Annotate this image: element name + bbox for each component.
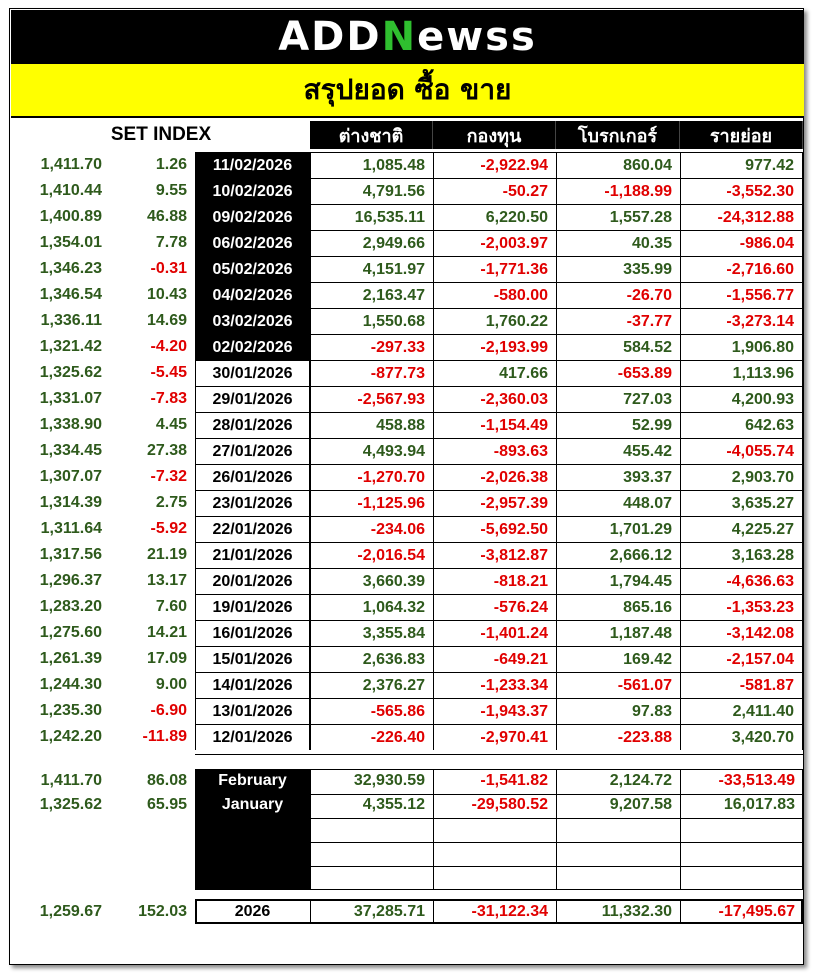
set-index-value: 1,261.39 (39, 650, 102, 667)
broker-value: 584.52 (556, 334, 680, 360)
fund-value: -818.21 (433, 568, 556, 594)
broker-value: 455.42 (556, 438, 680, 464)
retail-value: -4,055.74 (680, 438, 803, 464)
yearly-foreign: 37,285.71 (353, 903, 425, 920)
set-index-change: 2.75 (155, 494, 187, 511)
date-cell: 16/01/2026 (195, 620, 310, 646)
date-cell: 09/02/2026 (195, 204, 310, 230)
broker-value: 335.99 (556, 256, 680, 282)
set-index-change: -5.45 (150, 364, 187, 381)
set-index-value: 1,338.90 (39, 416, 102, 433)
set-index-change: 13.17 (146, 572, 187, 589)
foreign-value: 1,064.32 (310, 594, 433, 620)
set-index-change: 10.43 (146, 286, 187, 303)
table-row (0, 464, 815, 490)
set-index-value: 1,317.56 (39, 546, 102, 563)
date-cell: 22/01/2026 (195, 516, 310, 542)
fund-value: 417.66 (433, 360, 556, 386)
broker-value: -223.88 (556, 724, 680, 750)
yearly-label: 2026 (234, 903, 271, 920)
set-index-value: 1,400.89 (39, 208, 102, 225)
set-index-value: 1,283.20 (39, 598, 102, 615)
table-row (0, 672, 815, 698)
fund-value: -2,970.41 (433, 724, 556, 750)
fund-value: -1,771.36 (433, 256, 556, 282)
broker-value: 40.35 (556, 230, 680, 256)
broker-value: 1,701.29 (556, 516, 680, 542)
set-index-change: -6.90 (150, 702, 187, 719)
date-cell: 13/01/2026 (195, 698, 310, 724)
date-cell: 14/01/2026 (195, 672, 310, 698)
date-cell: 12/01/2026 (195, 724, 310, 750)
broker-value: -1,188.99 (556, 178, 680, 204)
date-cell: 26/01/2026 (195, 464, 310, 490)
fund-value: -576.24 (433, 594, 556, 620)
retail-value: 3,420.70 (680, 724, 803, 750)
header-foreign: ต่างชาติ (310, 121, 433, 149)
set-index-change: 46.88 (146, 208, 187, 225)
date-cell: 29/01/2026 (195, 386, 310, 412)
retail-value: -24,312.88 (680, 204, 803, 230)
set-index-change: 14.69 (146, 312, 187, 329)
header-broker: โบรกเกอร์ (556, 121, 680, 149)
fund-value: -2,026.38 (433, 464, 556, 490)
set-index-value: 1,346.23 (39, 260, 102, 277)
broker-value: -561.07 (556, 672, 680, 698)
set-index-change: -11.89 (142, 728, 187, 745)
foreign-value: -2,016.54 (310, 542, 433, 568)
fund-value: -5,692.50 (433, 516, 556, 542)
monthly-foreign: 4,355.12 (362, 796, 425, 813)
set-index-change: 7.60 (155, 598, 187, 615)
fund-value: -1,943.37 (433, 698, 556, 724)
set-index-change: 27.38 (146, 442, 187, 459)
monthly-change: 86.08 (146, 772, 187, 789)
foreign-value: -226.40 (310, 724, 433, 750)
date-cell: 21/01/2026 (195, 542, 310, 568)
date-cell: 20/01/2026 (195, 568, 310, 594)
monthly-row (0, 793, 815, 817)
retail-value: 1,113.96 (680, 360, 803, 386)
yearly-fund: -31,122.34 (471, 903, 548, 920)
retail-value: -2,716.60 (680, 256, 803, 282)
date-cell: 02/02/2026 (195, 334, 310, 360)
fund-value: -2,193.99 (433, 334, 556, 360)
foreign-value: 3,660.39 (310, 568, 433, 594)
retail-value: 642.63 (680, 412, 803, 438)
broker-value: 1,187.48 (556, 620, 680, 646)
table-row (0, 438, 815, 464)
table-row (0, 490, 815, 516)
set-index-change: 4.45 (155, 416, 187, 433)
fund-value: -649.21 (433, 646, 556, 672)
foreign-value: -565.86 (310, 698, 433, 724)
foreign-value: -1,125.96 (310, 490, 433, 516)
retail-value: 4,225.27 (680, 516, 803, 542)
set-index-change: -0.31 (150, 260, 187, 277)
monthly-change: 65.95 (146, 796, 187, 813)
broker-value: -37.77 (556, 308, 680, 334)
set-index-value: 1,331.07 (39, 390, 102, 407)
foreign-value: 4,493.94 (310, 438, 433, 464)
retail-value: 1,906.80 (680, 334, 803, 360)
table-bottom-border (195, 754, 803, 755)
fund-value: -1,401.24 (433, 620, 556, 646)
table-row (0, 516, 815, 542)
retail-value: 3,635.27 (680, 490, 803, 516)
fund-value: -1,154.49 (433, 412, 556, 438)
foreign-value: 2,636.83 (310, 646, 433, 672)
table-row (0, 412, 815, 438)
table-row (0, 568, 815, 594)
brand-header (11, 10, 804, 64)
yearly-retail: -17,495.67 (718, 903, 795, 920)
set-index-value: 1,242.20 (39, 728, 102, 745)
set-index-value: 1,311.64 (40, 520, 102, 537)
foreign-value: -877.73 (310, 360, 433, 386)
header-set-index: SET INDEX (110, 124, 212, 145)
table-row (0, 542, 815, 568)
fund-value: -2,003.97 (433, 230, 556, 256)
monthly-index: 1,325.62 (39, 796, 102, 813)
foreign-value: 1,085.48 (310, 152, 433, 178)
table-row (0, 646, 815, 672)
retail-value: -1,556.77 (680, 282, 803, 308)
foreign-value: 2,949.66 (310, 230, 433, 256)
page-title: สรุปยอด ซื้อ ขาย (303, 73, 512, 106)
retail-value: -3,273.14 (680, 308, 803, 334)
retail-value: -4,636.63 (680, 568, 803, 594)
monthly-fund: -29,580.52 (471, 796, 548, 813)
date-cell: 15/01/2026 (195, 646, 310, 672)
monthly-foreign: 32,930.59 (353, 772, 425, 789)
set-index-value: 1,314.39 (39, 494, 102, 511)
monthly-retail: 16,017.83 (723, 796, 795, 813)
monthly-broker: 9,207.58 (609, 796, 672, 813)
set-index-value: 1,307.07 (39, 468, 102, 485)
foreign-value: 3,355.84 (310, 620, 433, 646)
foreign-value: 2,163.47 (310, 282, 433, 308)
set-index-value: 1,321.42 (39, 338, 102, 355)
table-row (0, 360, 815, 386)
retail-value: -986.04 (680, 230, 803, 256)
broker-value: 52.99 (556, 412, 680, 438)
fund-value: 6,220.50 (433, 204, 556, 230)
broker-value: 169.42 (556, 646, 680, 672)
set-index-value: 1,334.45 (39, 442, 102, 459)
fund-value: -580.00 (433, 282, 556, 308)
date-cell: 04/02/2026 (195, 282, 310, 308)
table-row (0, 724, 815, 750)
date-cell: 30/01/2026 (195, 360, 310, 386)
broker-value: 1,794.45 (556, 568, 680, 594)
yearly-index: 1,259.67 (39, 903, 102, 920)
daily-table (0, 152, 815, 750)
brand-logo: ADDNewss (278, 14, 537, 60)
date-cell: 05/02/2026 (195, 256, 310, 282)
header-fund: กองทุน (433, 121, 556, 149)
retail-value: 977.42 (680, 152, 803, 178)
monthly-fund: -1,541.82 (480, 772, 548, 789)
table-row (0, 698, 815, 724)
fund-value: -3,812.87 (433, 542, 556, 568)
table-row (0, 230, 815, 256)
month-label: February (218, 772, 287, 789)
header-retail: รายย่อย (680, 121, 803, 149)
retail-value: -2,157.04 (680, 646, 803, 672)
set-index-change: -7.83 (150, 390, 187, 407)
broker-value: -653.89 (556, 360, 680, 386)
foreign-value: 2,376.27 (310, 672, 433, 698)
retail-value: 2,411.40 (680, 698, 803, 724)
fund-value: -1,233.34 (433, 672, 556, 698)
date-cell: 27/01/2026 (195, 438, 310, 464)
retail-value: 3,163.28 (680, 542, 803, 568)
broker-value: 727.03 (556, 386, 680, 412)
table-row (0, 386, 815, 412)
set-index-change: 17.09 (146, 650, 187, 667)
set-index-value: 1,346.54 (39, 286, 102, 303)
broker-value: 2,666.12 (556, 542, 680, 568)
date-cell: 10/02/2026 (195, 178, 310, 204)
fund-value: -2,922.94 (433, 152, 556, 178)
foreign-value: 4,151.97 (310, 256, 433, 282)
set-index-value: 1,235.30 (39, 702, 102, 719)
foreign-value: -1,270.70 (310, 464, 433, 490)
set-index-change: 14.21 (146, 624, 187, 641)
fund-value: -2,957.39 (433, 490, 556, 516)
retail-value: -581.87 (680, 672, 803, 698)
set-index-value: 1,275.60 (39, 624, 102, 641)
date-cell: 06/02/2026 (195, 230, 310, 256)
broker-value: 393.37 (556, 464, 680, 490)
retail-value: -3,552.30 (680, 178, 803, 204)
table-row (0, 308, 815, 334)
set-index-value: 1,411.70 (40, 156, 102, 173)
set-index-change: 7.78 (155, 234, 187, 251)
retail-value: 2,903.70 (680, 464, 803, 490)
date-cell: 23/01/2026 (195, 490, 310, 516)
fund-value: -893.63 (433, 438, 556, 464)
foreign-value: -2,567.93 (310, 386, 433, 412)
set-index-change: 21.19 (146, 546, 187, 563)
broker-value: 448.07 (556, 490, 680, 516)
set-index-value: 1,336.11 (40, 312, 102, 329)
table-row (0, 334, 815, 360)
set-index-change: 1.26 (155, 156, 187, 173)
table-row (0, 178, 815, 204)
retail-value: -3,142.08 (680, 620, 803, 646)
foreign-value: 458.88 (310, 412, 433, 438)
foreign-value: -234.06 (310, 516, 433, 542)
page-title-bar (11, 64, 804, 118)
monthly-row (0, 769, 815, 793)
foreign-value: 1,550.68 (310, 308, 433, 334)
set-index-value: 1,325.62 (39, 364, 102, 381)
set-index-change: 9.00 (155, 676, 187, 693)
set-index-value: 1,296.37 (39, 572, 102, 589)
broker-value: 1,557.28 (556, 204, 680, 230)
monthly-broker: 2,124.72 (609, 772, 672, 789)
foreign-value: 4,791.56 (310, 178, 433, 204)
broker-value: -26.70 (556, 282, 680, 308)
set-index-change: -7.32 (150, 468, 187, 485)
monthly-table (0, 769, 815, 817)
monthly-index: 1,411.70 (40, 772, 102, 789)
table-row (0, 204, 815, 230)
retail-value: 4,200.93 (680, 386, 803, 412)
table-row (0, 282, 815, 308)
fund-value: 1,760.22 (433, 308, 556, 334)
foreign-value: 16,535.11 (310, 204, 433, 230)
set-index-value: 1,354.01 (39, 234, 102, 251)
date-cell: 19/01/2026 (195, 594, 310, 620)
foreign-value: -297.33 (310, 334, 433, 360)
yearly-broker: 11,332.30 (601, 903, 672, 920)
table-row (0, 256, 815, 282)
set-index-value: 1,410.44 (39, 182, 102, 199)
month-label: January (221, 796, 284, 813)
date-cell: 28/01/2026 (195, 412, 310, 438)
set-index-value: 1,244.30 (39, 676, 102, 693)
yearly-row (0, 899, 815, 924)
table-row (0, 620, 815, 646)
broker-value: 97.83 (556, 698, 680, 724)
fund-value: -2,360.03 (433, 386, 556, 412)
table-row (0, 152, 815, 178)
date-cell: 03/02/2026 (195, 308, 310, 334)
set-index-change: -4.20 (150, 338, 187, 355)
yearly-change: 152.03 (138, 903, 187, 920)
set-index-change: 9.55 (155, 182, 187, 199)
broker-value: 865.16 (556, 594, 680, 620)
broker-value: 860.04 (556, 152, 680, 178)
fund-value: -50.27 (433, 178, 556, 204)
set-index-change: -5.92 (150, 520, 187, 537)
monthly-retail: -33,513.49 (718, 772, 795, 789)
table-row (0, 594, 815, 620)
date-cell: 11/02/2026 (195, 152, 310, 178)
retail-value: -1,353.23 (680, 594, 803, 620)
